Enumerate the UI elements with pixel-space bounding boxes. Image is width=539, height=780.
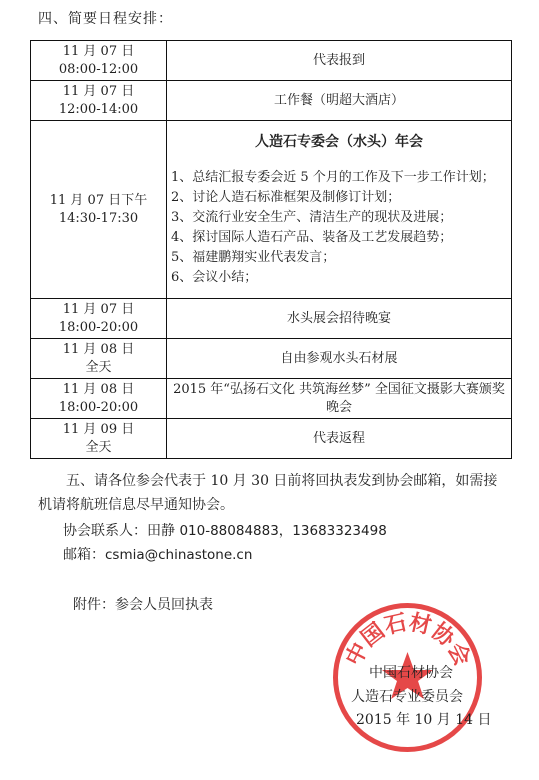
- event-line: 全国征文摄影大赛颁奖晚会: [325, 381, 505, 415]
- date-text: 11 月 08 日: [62, 381, 135, 397]
- date-text: 11 月 07 日下午: [49, 192, 148, 208]
- event-cell: 工作餐（明超大酒店）: [167, 81, 512, 121]
- time-text: 14:30-17:30: [58, 210, 139, 226]
- table-row: [31, 299, 512, 339]
- time-cell: [31, 41, 167, 81]
- event-cell: 代表报到: [167, 41, 512, 81]
- time-cell: [31, 299, 167, 339]
- event-cell: 代表返程: [167, 419, 512, 459]
- time-cell: [31, 339, 167, 379]
- notice-paragraph: 五、请各位参会代表于 10 月 30 日前将回执表发到协会邮箱，如需接机请将航班信息尽早通知协会。: [38, 473, 498, 513]
- contact-phones: 010-88084883，13683323498: [179, 523, 387, 539]
- time-cell: [31, 121, 167, 299]
- table-row: [31, 419, 512, 459]
- time-cell: [31, 81, 167, 121]
- seal-text: 中国石材协会: [340, 609, 476, 671]
- agenda-item: 2、讨论人造石标准框架及制修订计划；: [171, 189, 401, 205]
- agenda-item: 5、福建鹏翔实业代表发言；: [171, 249, 336, 265]
- event-cell: 水头展会招待晚宴: [167, 299, 512, 339]
- time-text: 18:00-20:00: [58, 319, 139, 335]
- schedule-table: [30, 40, 512, 459]
- agenda-item: 1、总结汇报专委会近 5 个月的工作及下一步工作计划；: [171, 169, 495, 185]
- section-title: 四、简要日程安排：: [38, 11, 173, 27]
- date-text: 11 月 07 日: [62, 43, 135, 59]
- attachment-line: 附件：参会人员回执表: [73, 597, 213, 613]
- table-row: [31, 121, 512, 299]
- time-text: 12:00-14:00: [58, 101, 139, 117]
- email-address[interactable]: csmia@chinastone.cn: [105, 547, 253, 563]
- signature-org: 中国石材协会: [369, 665, 453, 681]
- date-text: 11 月 07 日: [62, 301, 135, 317]
- signature-committee: 人造石专业委员会: [351, 689, 463, 705]
- email-line: [63, 544, 252, 564]
- date-text: 11 月 08 日: [62, 341, 135, 357]
- agenda-item: 4、探讨国际人造石产品、装备及工艺发展趋势；: [171, 229, 453, 245]
- time-text: 18:00-20:00: [58, 399, 139, 415]
- time-text: 全天: [85, 359, 112, 375]
- date-text: 11 月 09 日: [62, 421, 135, 437]
- event-cell: 自由参观水头石材展: [167, 339, 512, 379]
- event-line: 2015 年“弘扬石文化 共筑海丝梦”: [173, 381, 371, 397]
- table-row: [31, 339, 512, 379]
- agenda-cell: [167, 121, 512, 299]
- seal-star-icon: [382, 652, 433, 699]
- contact-label: 协会联系人：田静: [63, 523, 180, 539]
- time-cell: [31, 419, 167, 459]
- contact-line: [63, 519, 387, 540]
- email-label: 邮箱：: [63, 547, 105, 563]
- signature-date: 2015 年 10 月 14 日: [356, 712, 492, 728]
- time-text: 08:00-12:00: [58, 61, 139, 77]
- agenda-item: 6、会议小结；: [171, 269, 258, 285]
- table-row: [31, 81, 512, 121]
- official-seal-stamp: [330, 600, 485, 755]
- date-text: 11 月 07 日: [62, 83, 135, 99]
- agenda-item: 3、交流行业安全生产、清洁生产的现状及进展；: [171, 209, 453, 225]
- time-cell: [31, 379, 167, 419]
- agenda-title: 人造石专委会（水头）年会: [255, 133, 423, 150]
- table-row: [31, 379, 512, 419]
- time-text: 全天: [85, 439, 112, 455]
- event-cell: [167, 379, 512, 419]
- table-row: [31, 41, 512, 81]
